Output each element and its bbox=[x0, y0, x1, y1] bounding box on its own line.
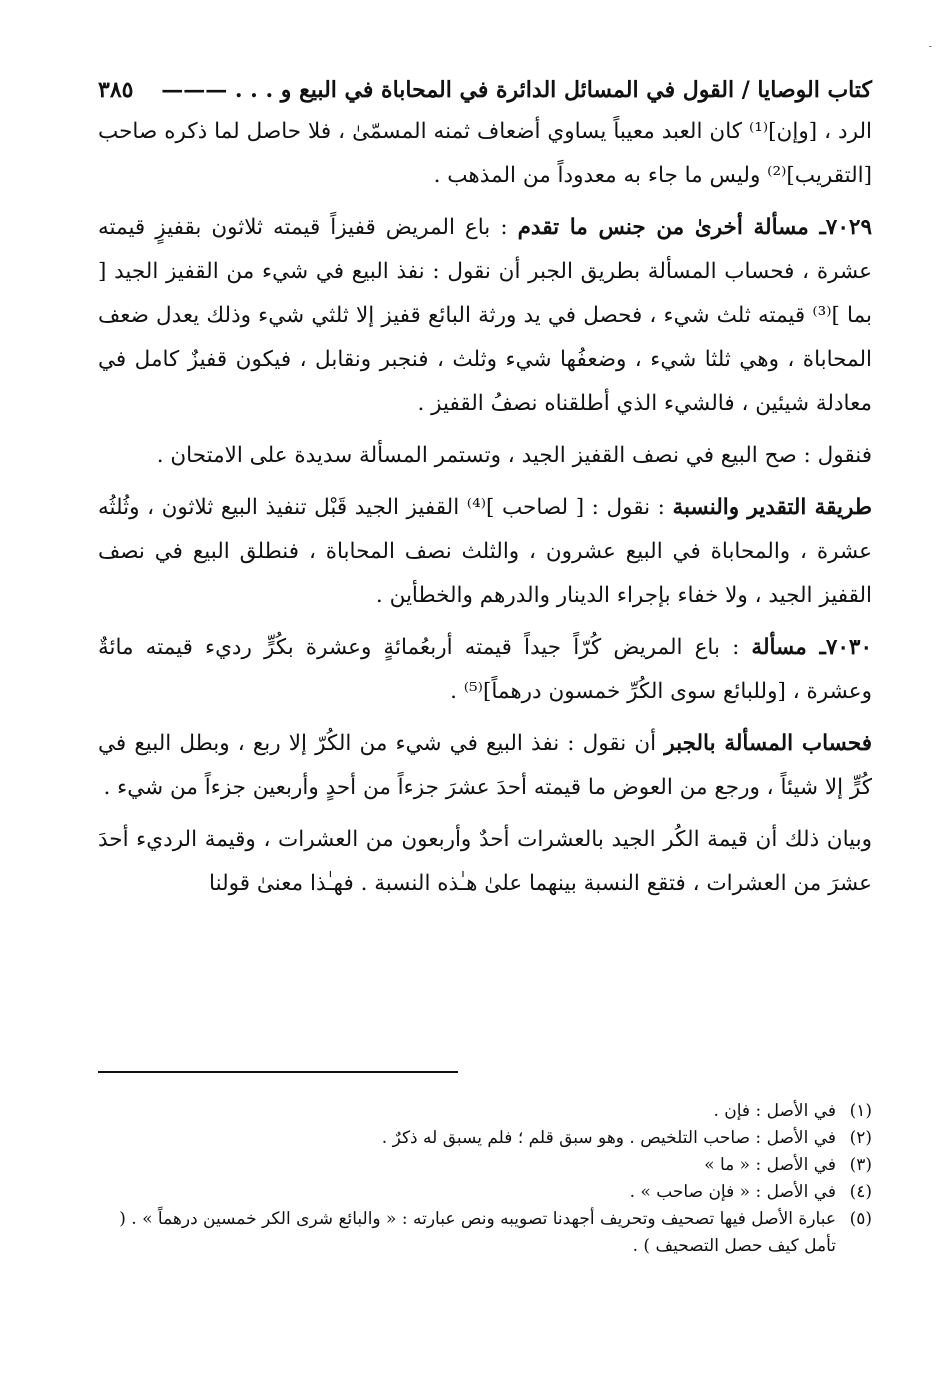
paragraph-4-text: : نقول : [ لصاحب ]⁽⁴⁾ القفيز الجيد قَبْل تنفيذ البيع ثلاثون ، وثُلثُه عشرة ، والمحاباة في البيع عشرون ، والثلث نصف المحاباة ، فنطلق البيع في نصف القفيز الجيد ، ولا خفاء بإجراء الدينار والدرهم والخطأين . bbox=[98, 495, 872, 608]
footnote-text: في الأصل : « ما » bbox=[704, 1155, 836, 1175]
issue-7029-heading: ٧٠٢٩ـ مسألة أخرىٰ من جنس ما تقدم bbox=[517, 215, 872, 240]
footnote-text: في الأصل : فإن . bbox=[713, 1101, 836, 1121]
footnote-number: (٣) bbox=[849, 1155, 872, 1175]
footnote bbox=[98, 1152, 872, 1179]
paragraph-1 bbox=[98, 110, 872, 198]
footnote bbox=[98, 1125, 872, 1152]
running-header bbox=[98, 72, 872, 108]
paragraph-5-text: : باع المريض كُرّاً جيداً قيمته أربعُمائةٍ وعشرة بكُرٍّ رديء قيمته مائةٌ وعشرة ، [وللبائع سوى الكُرِّ خمسون درهماً]⁽⁵⁾ . bbox=[98, 635, 872, 704]
footnote-text: في الأصل : « فإن صاحب » . bbox=[629, 1182, 836, 1202]
paragraph-7 bbox=[98, 818, 872, 906]
footnote-number: (١) bbox=[849, 1101, 872, 1121]
paragraph-2 bbox=[98, 206, 872, 426]
footnote bbox=[98, 1098, 872, 1125]
footnote-number: (٤) bbox=[849, 1182, 872, 1202]
issue-7030-heading: ٧٠٣٠ـ مسألة bbox=[751, 635, 873, 660]
footnote bbox=[98, 1206, 872, 1260]
algebra-heading: فحساب المسألة بالجبر bbox=[664, 731, 872, 756]
method-heading: طريقة التقدير والنسبة bbox=[672, 495, 872, 520]
paragraph-5 bbox=[98, 626, 872, 714]
scan-mark: ـ bbox=[929, 40, 932, 50]
footnote-divider bbox=[98, 1071, 458, 1073]
paragraph-3 bbox=[98, 434, 872, 478]
paragraph-6 bbox=[98, 722, 872, 810]
footnote bbox=[98, 1179, 872, 1206]
paragraph-6-text: أن نقول : نفذ البيع في شيء من الكُرّ إلا ربع ، وبطل البيع في كُرٍّ إلا شيئاً ، ورجع من العوض ما قيمته أحدَ عشرَ جزءاً من أحدٍ وأربعين جزءاً من شيء . bbox=[98, 731, 872, 800]
paragraph-2-text: : باع المريض قفيزاً قيمته ثلاثون بقفيزٍ قيمته عشرة ، فحساب المسألة بطريق الجبر أن نقول : نفذ البيع في شيء من القفيز الجيد [ بما ]⁽³⁾ قيمته ثلث شيء ، فحصل في يد ورثة البائع قفيز إلا ثلثي شيء وذلك يعدل ضعف المحاباة ، وهي ثلثا شيء ، وضعفُها شيء وثلث ، فنجبر ونقابل ، فيكون قفيزٌ كامل في معادلة شيئين ، فالشيء الذي أطلقناه نصفُ القفيز . bbox=[98, 215, 872, 416]
footnotes bbox=[98, 1098, 872, 1260]
footnote-number: (٥) bbox=[849, 1209, 872, 1229]
footnote-text: عبارة الأصل فيها تصحيف وتحريف أجهدنا تصويبه ونص عبارته : « والبائع شرى الكر خمسين درهماً » . ( تأمل كيف حصل التصحيف ) . bbox=[119, 1209, 836, 1256]
footnote-text: في الأصل : صاحب التلخيص . وهو سبق قلم ؛ فلم يسبق له ذكرٌ . bbox=[381, 1128, 836, 1148]
paragraph-7-text: وبيان ذلك أن قيمة الكُر الجيد بالعشرات أحدٌ وأربعون من العشرات ، وقيمة الرديء أحدَ عشرَ من العشرات ، فتقع النسبة بينهما علىٰ هـٰذه النسبة . فهـٰذا معنىٰ قولنا bbox=[98, 827, 872, 896]
paragraph-1-text: الرد ، [وإن]⁽¹⁾ كان العبد معيباً يساوي أضعاف ثمنه المسمّىٰ ، فلا حاصل لما ذكره صاحب [التقريب]⁽²⁾ وليس ما جاء به معدوداً من المذهب . bbox=[98, 119, 872, 188]
page-body bbox=[98, 72, 872, 906]
page-number: ٣٨٥ bbox=[98, 77, 134, 103]
paragraph-4 bbox=[98, 486, 872, 618]
footnote-number: (٢) bbox=[849, 1128, 872, 1148]
header-title: كتاب الوصايا / القول في المسائل الدائرة في المحاباة في البيع و . . . ——— bbox=[161, 77, 872, 103]
paragraph-3-text: فنقول : صح البيع في نصف القفيز الجيد ، وتستمر المسألة سديدة على الامتحان . bbox=[156, 443, 872, 468]
